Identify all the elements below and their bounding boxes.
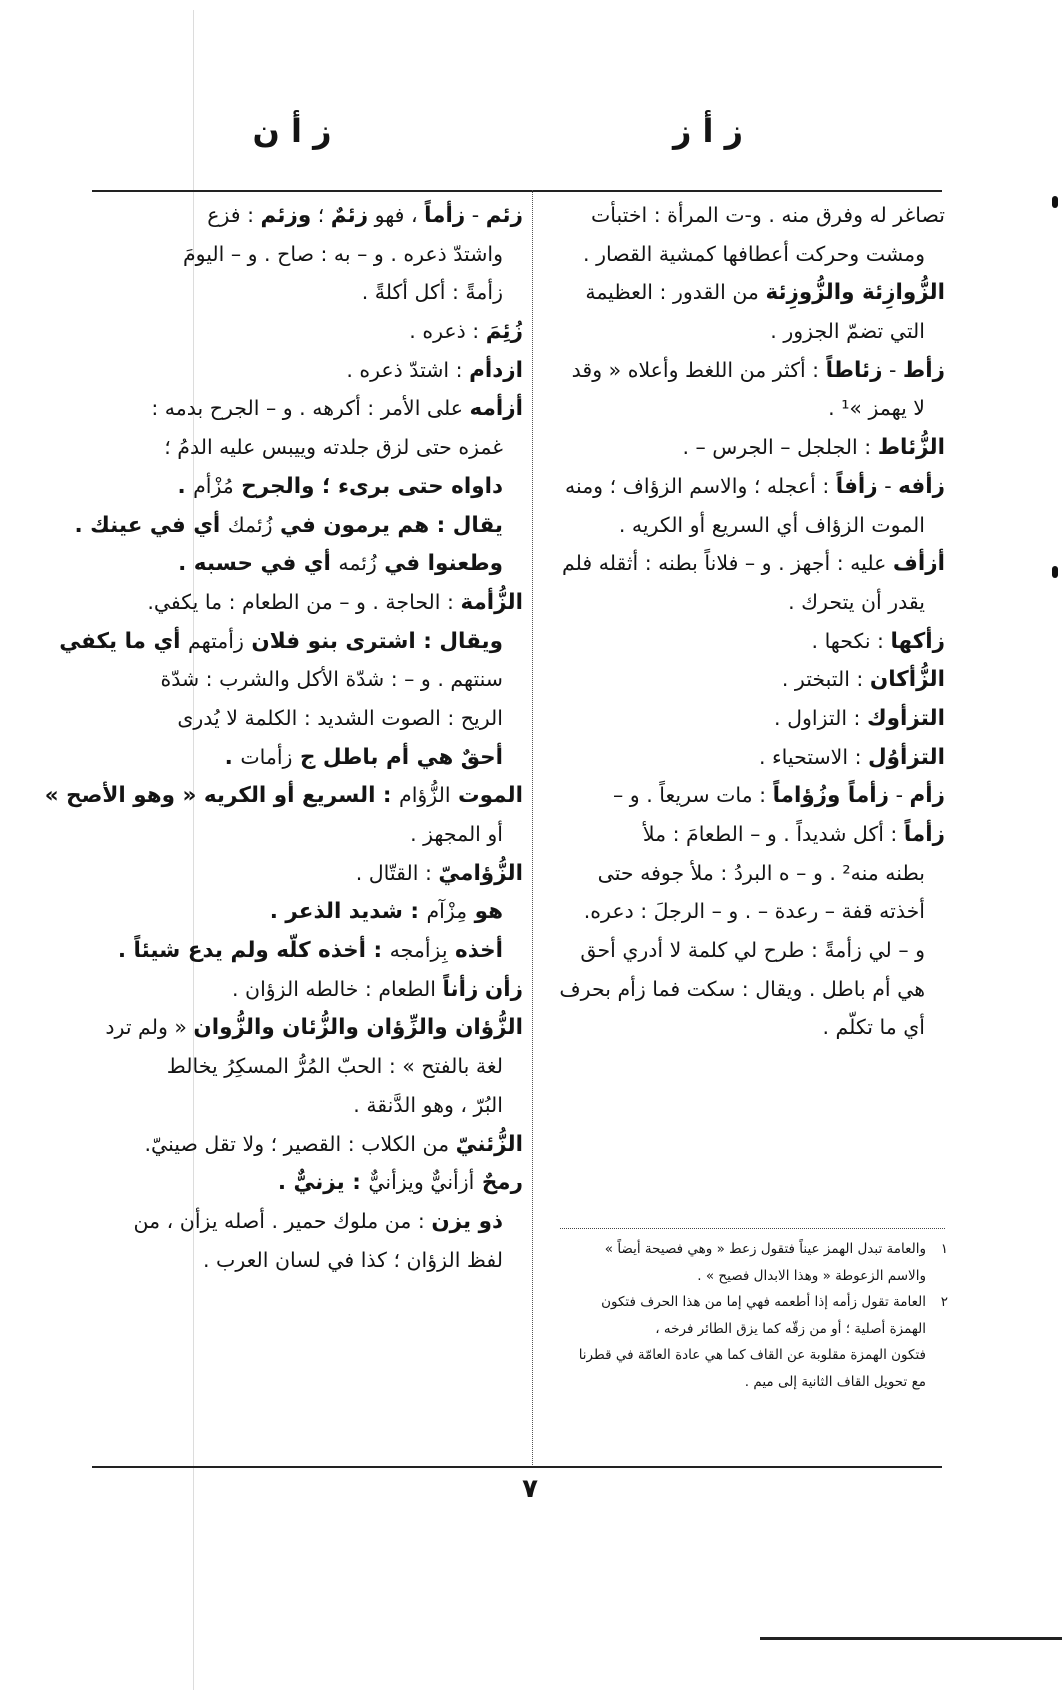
headword: هو (467, 899, 503, 925)
entry-line (540, 544, 945, 583)
footnote-line (548, 1369, 948, 1396)
entry-line (540, 428, 945, 467)
definition-text: عليه : أجهز . و – فلاناً بطنه : أثقله فلم (561, 551, 893, 576)
entry-line (95, 196, 523, 235)
footnote-line (548, 1289, 948, 1316)
entry-line (95, 544, 523, 583)
headword: زأفاً (835, 473, 878, 499)
entry-line (540, 622, 945, 661)
definition-text: الطعام : خالطه الزؤان . (231, 976, 443, 1001)
entry-line (95, 428, 523, 467)
definition-text: زُئمه (338, 551, 377, 576)
footnote-text: الهمزة أصلية ؛ أو من زقّه كما يزق الطائر فرخه ، (655, 1320, 926, 1337)
definition-text: الريح : الصوت الشديد : الكلمة لا يُدرى (177, 705, 503, 730)
entry-line (540, 699, 945, 738)
footnote-number: ١ (940, 1241, 948, 1257)
entry-line (95, 312, 523, 351)
headword: زئاطاً (825, 357, 883, 383)
definition-text: غمزه حتى لزق جلدته وييبس عليه الدمُ ؛ (164, 435, 503, 460)
entry-line (540, 1008, 945, 1047)
headword: : شديد الذعر . (269, 899, 427, 925)
entry-line (540, 389, 945, 428)
headword: ذو يزن (431, 1208, 503, 1234)
entry-line (540, 660, 945, 699)
headword: زأكها (890, 628, 945, 654)
footnote-line (548, 1263, 948, 1290)
entry-line (540, 738, 945, 777)
headword: زأماً وزُؤاماً (772, 783, 890, 809)
definition-text: أي ما تكلّم . (822, 1015, 925, 1040)
headword: . (177, 473, 194, 499)
headword: ويقال : اشترى بنو فلان (243, 628, 503, 654)
definition-text: بطنه منه² . و – ه البردُ : ملأ جوفه حتى (597, 860, 925, 885)
headword: أي في حسبه . (178, 551, 339, 577)
definition-text: و – لي زأمةً : طرح لي كلمة لا أدري أحق (580, 938, 925, 963)
definition-text: مِزْآم (426, 899, 468, 924)
definition-text: أو المجهز . (410, 822, 503, 846)
definition-text: لا يهمز »¹ . (828, 396, 925, 421)
headword: الزُّؤان والزِّؤان والزُّئان والزُّوان (193, 1015, 523, 1041)
definition-text: « ولم ترد (105, 1015, 194, 1040)
definition-text: من الكلاب : القصير ؛ ولا تقل صينيّ. (144, 1131, 456, 1156)
definition-text: أزأنيٌّ ويزأنيٌّ (368, 1170, 475, 1195)
entry-line (540, 776, 945, 815)
definition-text: لفظ الزؤان ؛ كذا في لسان العرب . (202, 1247, 503, 1272)
headword: أي في عينك . (74, 512, 228, 538)
entry-line (95, 389, 523, 428)
entry-line (95, 1125, 523, 1164)
scan-bottom-line (760, 1637, 1062, 1640)
entry-line (540, 467, 945, 506)
footnotes (548, 1236, 948, 1395)
definition-text: يقدر أن يتحرك . (788, 589, 925, 614)
entry-line (540, 892, 945, 931)
definition-text: البُرّ ، وهو الدَّنقة . (353, 1092, 503, 1117)
entry-line (95, 699, 523, 738)
entry-line (95, 1047, 523, 1086)
headword: زأفه (898, 473, 945, 499)
definition-text: زُئمك (227, 512, 273, 537)
headword: يقال : هم يرمون في (272, 512, 503, 538)
definition-text: تصاغر له وفرق منه . و-ت المرأة : اختبأت (590, 203, 945, 227)
entry-line (540, 312, 945, 351)
footnote-text: فتكون الهمزة مقلوبة عن القاف كما هي عادة العامّة في قطرنا (578, 1347, 926, 1363)
headword: التزأوك (866, 705, 945, 731)
footnote-text: مع تحويل القاف الثانية إلى ميم . (744, 1373, 926, 1390)
definition-text: زأمات (240, 744, 293, 769)
definition-text: : اشتدّ ذعره . (346, 357, 470, 382)
headword: وزئم (260, 203, 312, 228)
footnote-line (548, 1316, 948, 1343)
headword: التزأوُل (868, 744, 945, 770)
entry-line (44, 776, 523, 815)
left-header-root: ز أ ن (252, 112, 332, 150)
definition-text: : أكل شديداً . و – الطعامَ : ملأ (642, 822, 904, 846)
footnote-line (548, 1236, 948, 1263)
headword: أزأمه (469, 396, 523, 422)
headword: وطعنوا في (376, 551, 503, 577)
headword: زُئِمَ (485, 319, 523, 345)
headword: أزأف (892, 551, 945, 577)
definition-text: : التبختر . (781, 667, 870, 692)
footnote-text: العامة تقول زأمه إذا أطعمه فهي إما من هذا الحرف فتكون (601, 1294, 926, 1310)
entry-line (95, 1202, 523, 1241)
entry-line (540, 506, 945, 545)
definition-text: : أكثر من اللغط وأعلاه « وقد (571, 357, 826, 382)
entry-line (95, 1241, 523, 1280)
headword: : يزنيٌّ . (277, 1170, 369, 1196)
left-column-entries (44, 196, 523, 1279)
headword: داواه حتى برىء ؛ والجرح (233, 473, 503, 499)
entry-line (540, 854, 945, 893)
scan-edge-mark (1052, 566, 1058, 578)
headword: أخذه (447, 938, 503, 964)
headword: : السريع أو الكريه « وهو الأصح » (44, 783, 400, 809)
definition-text: : مات سريعاً . و – (613, 783, 773, 808)
definition-text: : القتّال . (355, 860, 439, 885)
header-rule (92, 190, 942, 192)
definition-text: - (465, 203, 486, 227)
entry-line (540, 235, 945, 274)
entry-line (95, 815, 523, 854)
entry-line (540, 931, 945, 970)
definition-text: لغة بالفتح » : الحبّ المُرُّ المسكِرُ يخالط (166, 1054, 503, 1079)
headword: الزُّئنيّ (455, 1131, 523, 1157)
entry-line (95, 1008, 523, 1047)
definition-text: : الحاجة . و – من الطعام : ما يكفي. (147, 589, 461, 614)
headword: الزُّأمة (460, 589, 523, 615)
right-column-entries (540, 196, 945, 1047)
column-divider (532, 190, 533, 1465)
entry-line (540, 196, 945, 235)
headword: ازدأم (469, 357, 523, 383)
definition-text: الزُّؤام (399, 783, 451, 808)
entry-line (95, 1086, 523, 1125)
entry-line (95, 467, 523, 506)
definition-text: ، فهو (368, 203, 425, 227)
headword: زأط (902, 357, 945, 383)
definition-text: : من ملوك حمير . أصله يزأن ، من (133, 1208, 432, 1233)
headword: الزُّوازِئة والزُّوزِئة (765, 280, 945, 306)
entry-line (95, 970, 523, 1009)
entry-line (95, 235, 523, 274)
entry-line (95, 583, 523, 622)
headword: زأم (909, 783, 945, 809)
headword: أحقٌ هي أم باطل ج (292, 744, 503, 770)
headword: الزُّؤاميّ (438, 860, 523, 886)
headword: : أخذه كلّه ولم يدع شيئاً . (117, 938, 390, 964)
headword: زأماً (424, 203, 466, 228)
entry-line (95, 273, 523, 312)
definition-text: زأمتهم (188, 628, 244, 653)
definition-text: من القدور : العظيمة (585, 280, 766, 305)
definition-text: واشتدّ ذعره . و – به : صاح . و – اليومَ (182, 241, 503, 266)
headword: زأناً (442, 976, 479, 1002)
definition-text: - (889, 783, 910, 808)
definition-text: الموت الزؤاف أي السريع أو الكريه . (618, 512, 925, 537)
entry-line (95, 351, 523, 390)
scan-edge-mark (1052, 196, 1058, 208)
definition-text: زأمةً : أكل أكلةً . (361, 280, 503, 305)
page-number: ٧ (522, 1474, 538, 1504)
definition-text: : التزاول . (774, 705, 867, 730)
entry-line (95, 931, 523, 970)
definition-text: : نكحها . (811, 628, 891, 653)
definition-text: ؛ (311, 203, 331, 227)
entry-line (540, 351, 945, 390)
entry-line (95, 854, 523, 893)
entry-line (59, 622, 523, 661)
entry-line (540, 273, 945, 312)
definition-text: : الجلجل – الجرس – . (682, 435, 878, 460)
entry-line (540, 583, 945, 622)
headword: زئمٌ (330, 203, 369, 228)
headword: الموت (450, 783, 523, 809)
definition-text: ومشت وحركت أعطافها كمشية القصار . (583, 241, 925, 266)
headword: الزُّئاط (877, 435, 945, 461)
footnote-number: ٢ (940, 1294, 948, 1310)
headword: الزُّأكان (869, 667, 945, 693)
headword: رمحٌ (474, 1170, 523, 1196)
headword: . (224, 744, 241, 770)
footnote-text: والاسم الزعوطة « وهذا الابدال فصيح » . (697, 1267, 926, 1284)
entry-line (74, 506, 523, 545)
entry-line (95, 892, 523, 931)
right-header-root: ز أ ز (672, 112, 744, 150)
headword: زئم (485, 203, 523, 228)
definition-text: : ذعره . (409, 319, 486, 344)
footnote-rule (560, 1228, 945, 1229)
entry-line (95, 660, 523, 699)
definition-text: أخذته قفة – رعدة – . و – الرجلَ : دعره. (583, 899, 925, 924)
definition-text: بِزأمجه (389, 938, 448, 963)
definition-text: هي أم باطل . ويقال : سكت فما زأم بحرف (559, 976, 925, 1001)
definition-text: على الأمر : أكرهه . و – الجرح بدمه : (151, 396, 470, 421)
definition-text: : الاستحياء . (758, 744, 869, 769)
definition-text: - (877, 473, 899, 498)
footnote-text: والعامة تبدل الهمز عيناً فتقول زعط « وهي فصيحة أيضاً » (604, 1241, 926, 1257)
definition-text: : فزع (207, 203, 261, 227)
definition-text: مُزْأم (193, 473, 234, 498)
entry-line (95, 1163, 523, 1202)
entry-line (540, 970, 945, 1009)
definition-text: التي تضمّ الجزور . (770, 319, 925, 344)
footer-rule (92, 1466, 942, 1468)
definition-text: سنتهم . و – : شدّة الأكل والشرب : شدّة (160, 667, 503, 692)
headword: أي ما يكفي (59, 628, 189, 654)
entry-line (95, 738, 523, 777)
headword: زأماً (903, 822, 945, 847)
entry-line (540, 815, 945, 854)
definition-text: : أعجله ؛ والاسم الزؤاف ؛ ومنه (565, 473, 836, 498)
footnote-line (548, 1342, 948, 1369)
headword: زأن (484, 976, 523, 1002)
definition-text: - (882, 357, 903, 382)
